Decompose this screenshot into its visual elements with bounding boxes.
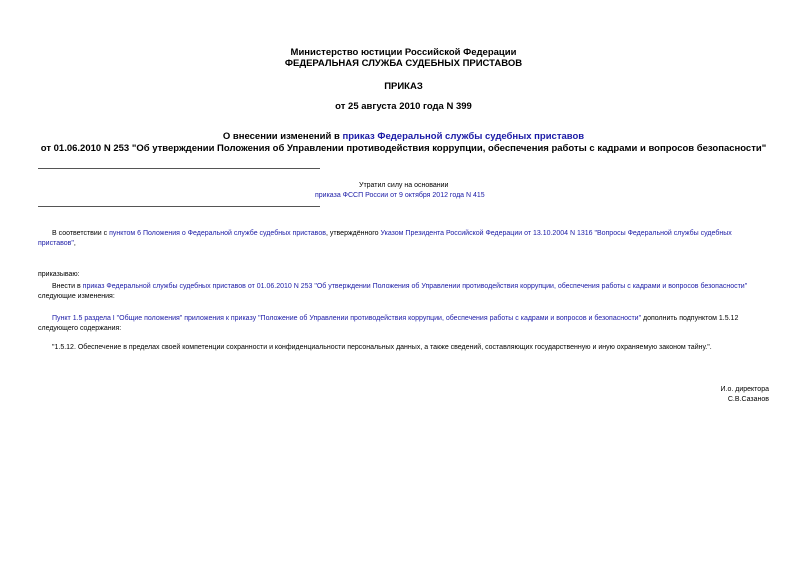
- clause-1-5-link[interactable]: Пункт 1.5 раздела I "Общие положения" приложения к приказу "Положение об Управлении противодействия коррупции, обеспечения работы с кадрами и вопросов и безопасности": [52, 315, 642, 322]
- doc-date-number: от 25 августа 2010 года N 399: [335, 101, 472, 112]
- divider-top: [38, 168, 320, 169]
- p2-text-1: Внести в: [52, 283, 83, 290]
- doc-title-line2: от 01.06.2010 N 253 "Об утверждении Положения об Управлении противодействия коррупции, обеспечения работы с кадрами и вопросов безопасности": [40, 143, 767, 154]
- divider-bottom: [38, 206, 320, 207]
- paragraph-basis: [38, 229, 770, 249]
- presidential-decree-link[interactable]: Указом Президента Российской Федерации от 13.10.2004 N 1316 "Вопросы Федеральной службы судебных приставов": [38, 230, 732, 247]
- signature-role: И.о. директора: [720, 386, 769, 393]
- repeal-order-link[interactable]: [315, 191, 485, 201]
- signature-name: С.В.Сазанов: [727, 396, 769, 403]
- paragraph-new-subclause: "1.5.12. Обеспечение в пределах своей компетенции сохранности и конфиденциальности персональных данных, а также сведений, составляющих государственную и иную охраняемую законом тайну.".: [52, 344, 712, 351]
- regulation-link[interactable]: пунктом 6 Положения о Федеральной службе судебных приставов: [109, 230, 326, 237]
- status-text: Утратил силу на основании: [359, 182, 449, 189]
- p3-text-2: дополнить подпунктом 1.5.12 следующего содержания:: [38, 315, 739, 332]
- p2-text-2: следующие изменения:: [38, 293, 115, 300]
- order-253-link[interactable]: приказ Федеральной службы судебных приставов от 01.06.2010 N 253 "Об утверждении Положения об Управлении противодействия коррупции, обеспечения работы с кадрами и вопросов безопасности": [82, 283, 748, 290]
- p1-text-3: ,: [73, 240, 76, 247]
- paragraph-clause: [38, 314, 770, 334]
- service-name: ФЕДЕРАЛЬНАЯ СЛУЖБА СУДЕБНЫХ ПРИСТАВОВ: [284, 58, 523, 69]
- doc-title-line1: [20, 131, 787, 143]
- p1-text-2: , утверждённого: [325, 230, 381, 237]
- order-word: приказываю:: [38, 271, 80, 278]
- doc-title-prefix: О внесении изменений в: [222, 131, 343, 142]
- doc-type: ПРИКАЗ: [384, 81, 423, 92]
- repeal-order-link-text[interactable]: приказа ФССП России от 9 октября 2012 года N 415: [315, 192, 485, 199]
- ministry-name: Министерство юстиции Российской Федерации: [290, 47, 517, 58]
- paragraph-amend: [38, 282, 770, 302]
- amended-order-link[interactable]: приказ Федеральной службы судебных приставов: [342, 131, 585, 142]
- p1-text-1: В соответствии с: [52, 230, 110, 237]
